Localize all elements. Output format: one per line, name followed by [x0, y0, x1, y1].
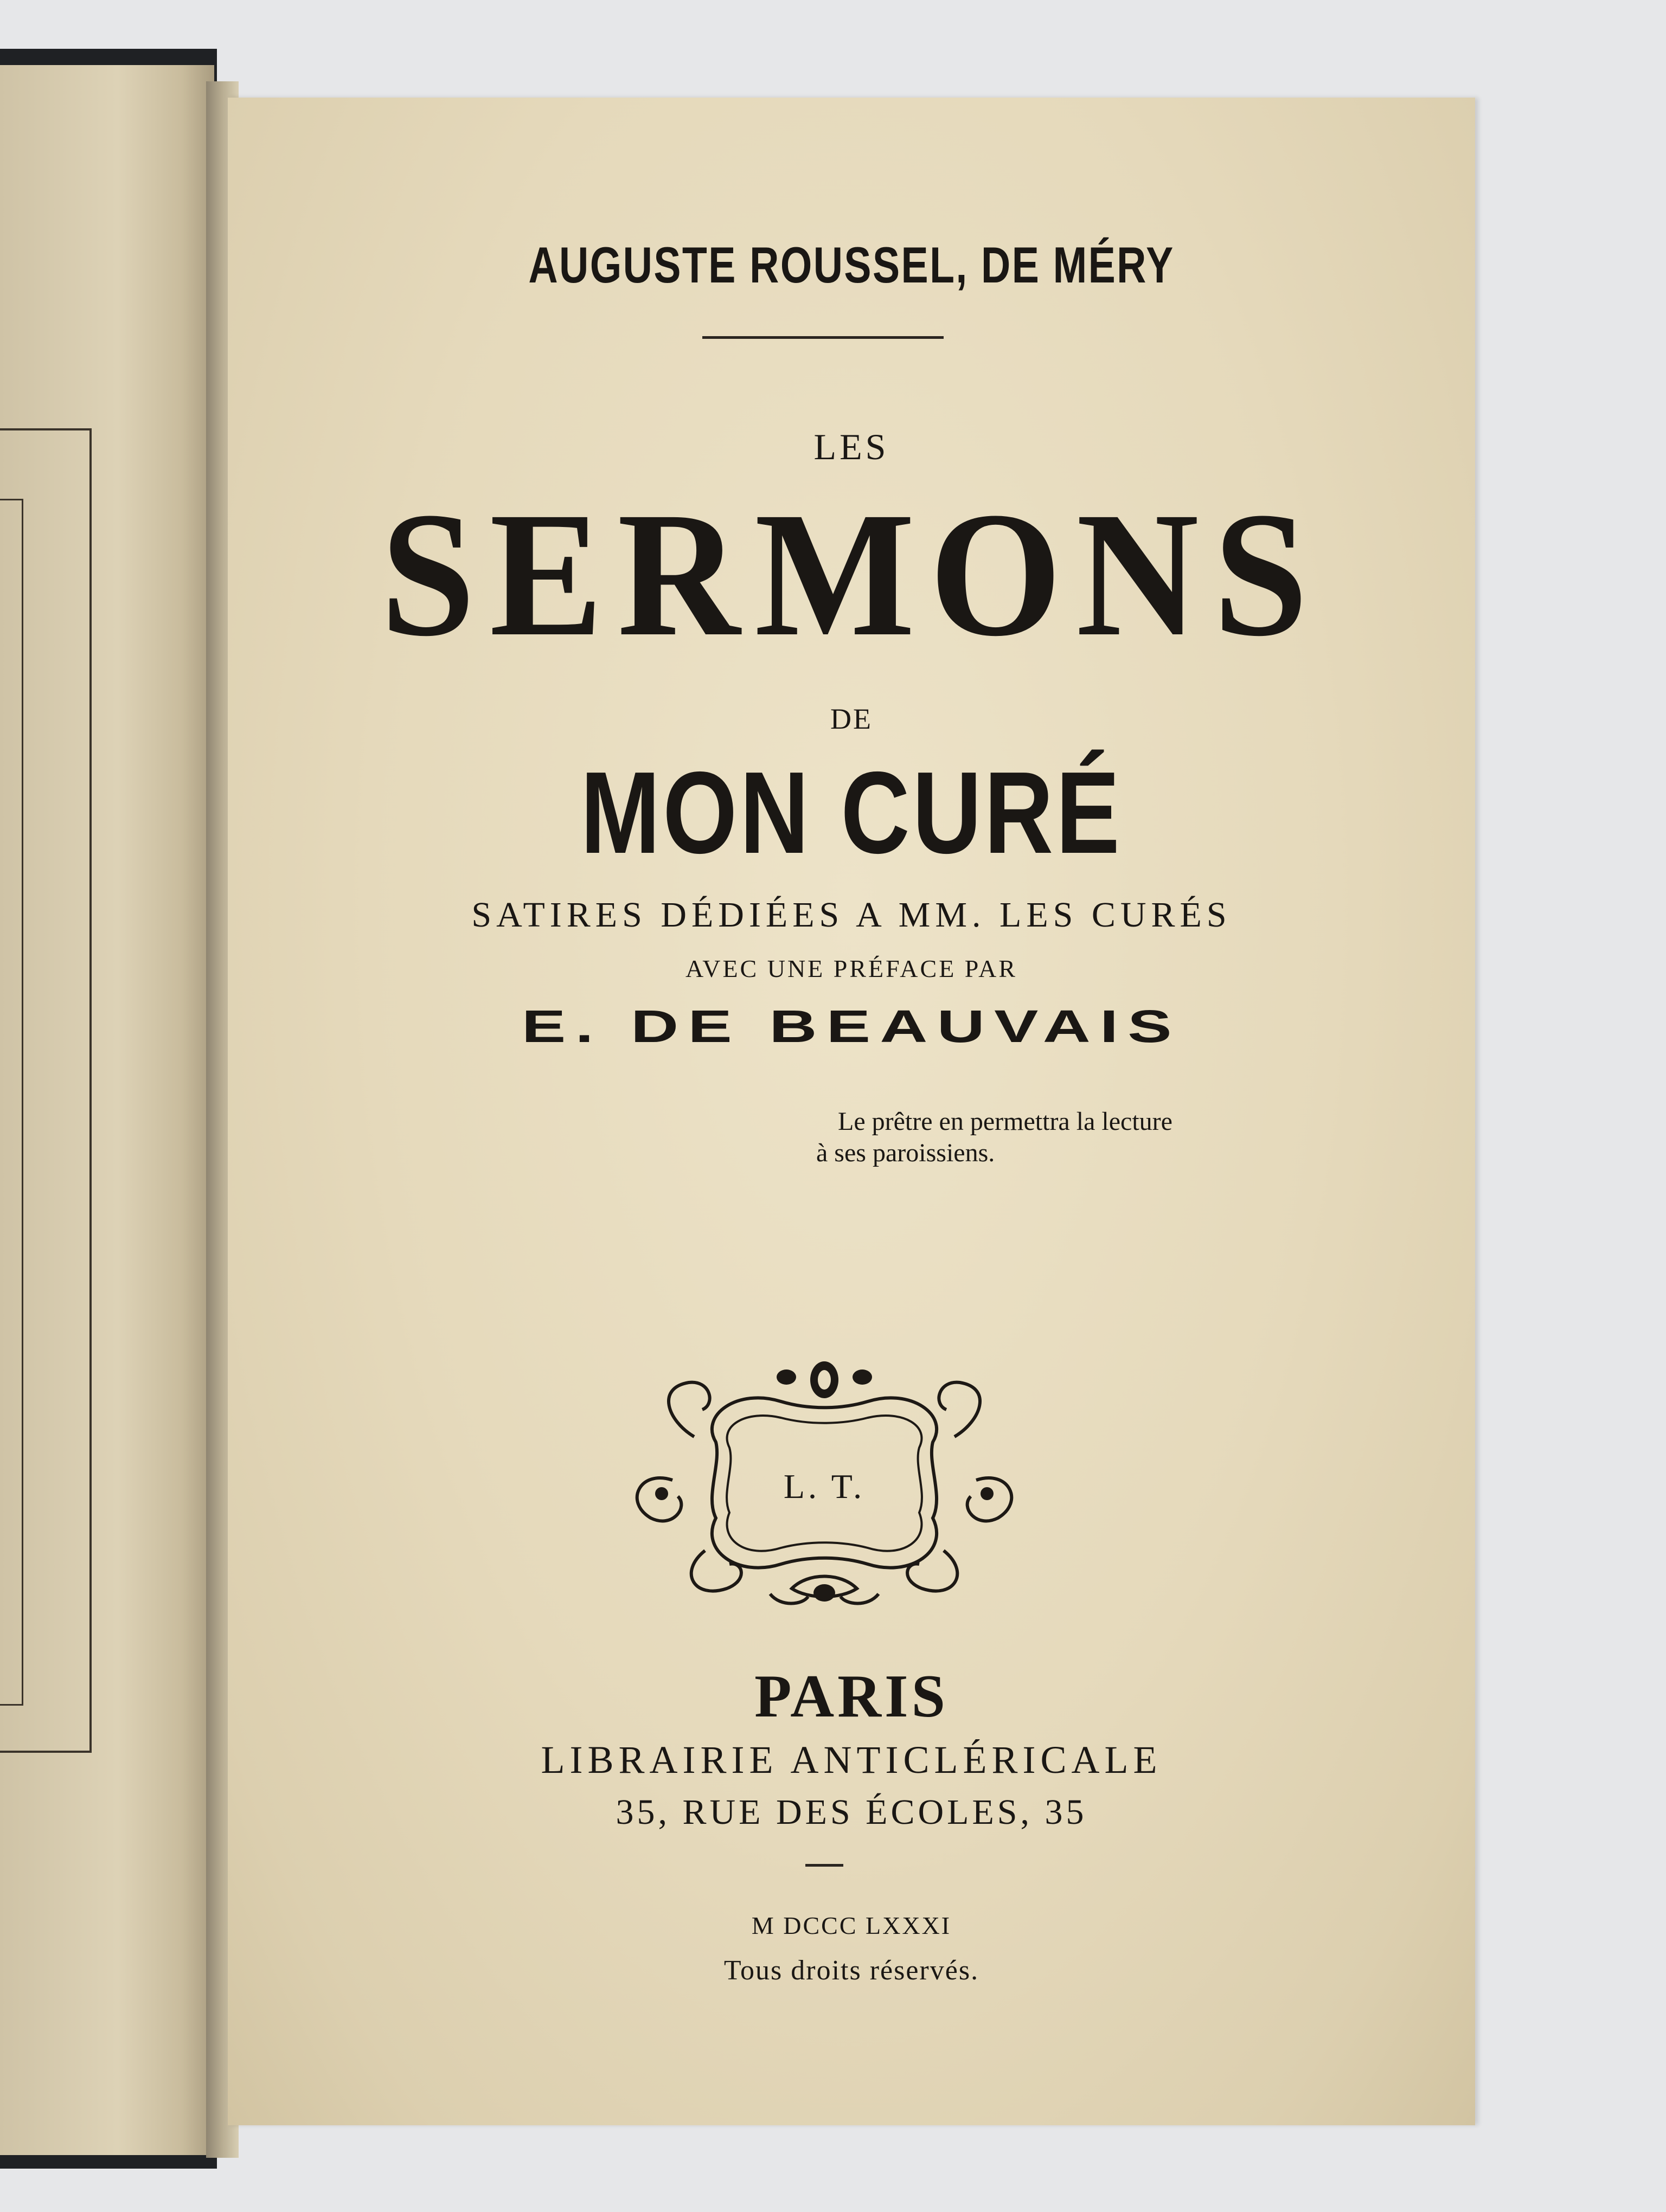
title-connector: DE	[830, 703, 873, 735]
title-end: MON CURÉ	[580, 747, 1123, 878]
preface-line: AVEC UNE PRÉFACE PAR	[685, 955, 1018, 982]
title-page	[228, 98, 1475, 2125]
publication-city: PARIS	[754, 1663, 949, 1730]
left-page-inner-frame	[0, 499, 23, 1706]
epigraph-line-2: à ses paroissiens.	[816, 1139, 995, 1167]
publisher-address: 35, RUE DES ÉCOLES, 35	[616, 1792, 1087, 1832]
author-rule	[702, 336, 944, 339]
publication-year: M DCCC LXXXI	[751, 1912, 952, 1939]
author-name: AUGUSTE ROUSSEL, DE MÉRY	[528, 236, 1175, 293]
cartouche-label: L. T.	[783, 1467, 866, 1506]
epigraph	[816, 1106, 1172, 1169]
epigraph-line-1: Le prêtre en permettra la lecture	[838, 1107, 1172, 1136]
preface-author: E. DE BEAUVAIS	[522, 1001, 1181, 1052]
title-prefix: LES	[813, 426, 889, 467]
imprint-rule	[805, 1864, 843, 1867]
publisher-name: LIBRAIRIE ANTICLÉRICALE	[541, 1738, 1162, 1782]
title-main: SERMONS	[380, 475, 1323, 673]
left-page	[0, 65, 214, 2155]
subtitle: SATIRES DÉDIÉES A MM. LES CURÉS	[471, 895, 1232, 935]
rights-notice: Tous droits réservés.	[723, 1955, 979, 1986]
